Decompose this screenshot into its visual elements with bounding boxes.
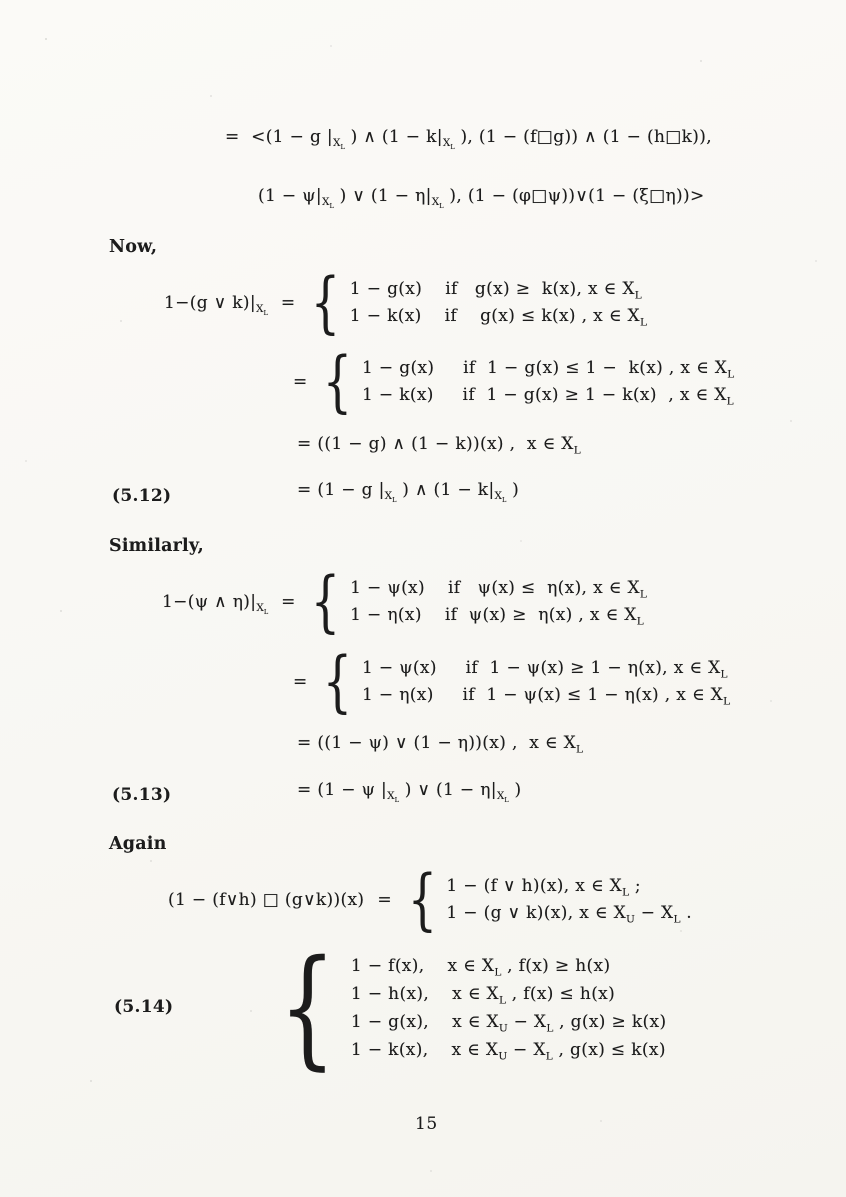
equation-top-line-2: ($1 - \psi|_{X_L}$ ) ∨ ($1 - \eta|_{X_L}$ ), (1 − (φ□ψ))∨(1 − (ξ□η))> xyxy=(258,186,705,211)
case-column xyxy=(350,575,647,629)
equals-sign: = xyxy=(280,293,296,313)
left-brace-glyph: { xyxy=(407,861,437,939)
case-line: 1 − k(x), x ∈ $X_U - X_L$ , g(x) ≤ k(x) xyxy=(350,1040,666,1063)
case-column xyxy=(446,873,692,927)
equation-top-line-1: = <(1 − g $|_{X_L}$ ) ∧ ($1 - k|_{X_L}$ ), (1 − (f□g)) ∧ (1 − (h□k)), xyxy=(225,127,713,152)
case-line: 1 − g(x) if g(x) ≥ k(x), x ∈ $X_L$ xyxy=(349,279,642,302)
equals-sign: = xyxy=(377,890,392,910)
eq-514-number: (5.14) xyxy=(114,997,174,1017)
case-line: 1 − η(x) if 1 − ψ(x) ≤ 1 − η(x) , x ∈ $X_L$ xyxy=(361,685,731,708)
similarly-label: Similarly, xyxy=(109,536,204,556)
case-column xyxy=(351,952,667,1064)
eq-513-step-3: = ((1 − ψ) ∨ (1 − η))(x) , x ∈ $X_L$ xyxy=(297,733,584,756)
equals-sign: = xyxy=(293,672,308,692)
eq-512-step-3: = ((1 − g) ∧ (1 − k))(x) , x ∈ $X_L$ xyxy=(297,434,581,457)
eq-512-number: (5.12) xyxy=(112,486,172,506)
now-label: Now, xyxy=(109,237,158,257)
eq-513-result: = (1 − ψ $|_{X_L}$ ) ∨ ($1 - \eta|_{X_L}$ ) xyxy=(297,780,522,805)
case-line: 1 − η(x) if ψ(x) ≥ η(x) , x ∈ $X_L$ xyxy=(350,605,644,628)
case-line: 1 − (f ∨ h)(x), x ∈ $X_L$ ; xyxy=(446,876,641,899)
case-line: 1 − g(x), x ∈ $X_U - X_L$ , g(x) ≥ k(x) xyxy=(350,1012,667,1035)
case-line: 1 − k(x) if g(x) ≤ k(x) , x ∈ $X_L$ xyxy=(349,306,647,329)
case-line: 1 − h(x), x ∈ $X_L$ , f(x) ≤ h(x) xyxy=(350,984,616,1007)
case-line: 1 − g(x) if 1 − g(x) ≤ 1 − k(x) , x ∈ $X_L$ xyxy=(361,358,735,381)
case-column xyxy=(350,276,647,330)
eq-513-case-block-2 xyxy=(293,643,731,721)
case-line: 1 − ψ(x) if ψ(x) ≤ η(x), x ∈ $X_L$ xyxy=(350,578,647,601)
case-line: 1 − k(x) if 1 − g(x) ≥ 1 − k(x) , x ∈ $X_L$ xyxy=(361,385,734,408)
eq-514-case-block-1 xyxy=(168,861,693,939)
equals-sign: = xyxy=(293,372,308,392)
case-line: 1 − ψ(x) if 1 − ψ(x) ≥ 1 − η(x), x ∈ $X_L$ xyxy=(361,658,728,681)
eq-513-case-block-1 xyxy=(162,563,647,641)
case-line: 1 − f(x), x ∈ $X_L$ , f(x) ≥ h(x) xyxy=(350,956,611,979)
left-brace-glyph: { xyxy=(279,933,336,1083)
paper-noise-speckles xyxy=(0,0,2,2)
left-brace-glyph: { xyxy=(310,264,341,342)
left-brace-glyph: { xyxy=(322,643,353,721)
case-column xyxy=(362,655,730,709)
left-brace-glyph: { xyxy=(322,343,353,421)
case-column xyxy=(362,355,734,409)
eq-513-number: (5.13) xyxy=(112,785,172,805)
eq-514-case-block-2 xyxy=(268,933,667,1083)
eq-512-lhs: 1−(g ∨ $k)|_{X_L}$ xyxy=(164,292,268,318)
page-number: 15 xyxy=(415,1114,438,1134)
eq-512-case-block-1 xyxy=(164,264,647,342)
case-line: 1 − (g ∨ k)(x), x ∈ $X_U - X_L$ . xyxy=(446,903,693,926)
again-label: Again xyxy=(109,834,167,854)
eq-513-lhs: 1−(ψ ∧ $\eta)|_{X_L}$ xyxy=(162,591,269,617)
equals-sign: = xyxy=(281,592,296,612)
eq-512-case-block-2 xyxy=(293,343,735,421)
left-brace-glyph: { xyxy=(311,563,341,641)
eq-514-lhs: (1 − (f∨h) □ (g∨k))(x) xyxy=(168,890,365,910)
eq-512-result: = (1 − g $|_{X_L}$ ) ∧ ($1 - k|_{X_L}$ ) xyxy=(297,480,520,505)
